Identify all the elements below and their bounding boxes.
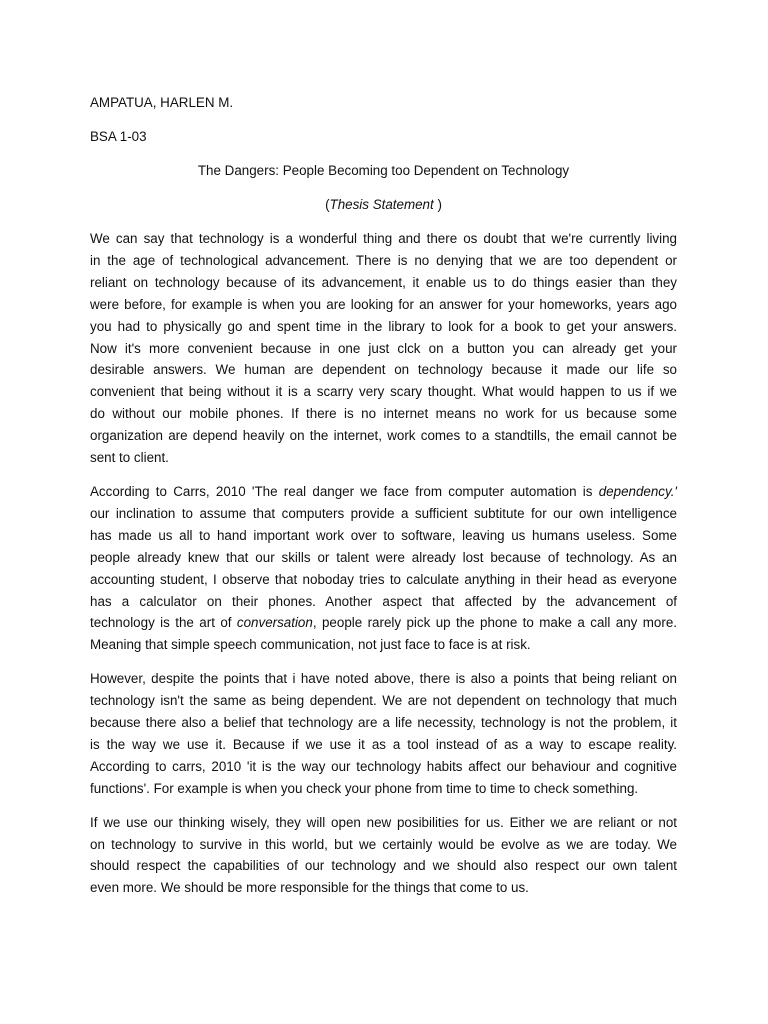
- paragraph-line: Meaning that simple speech communication, not just face to face is at risk.: [90, 637, 531, 653]
- paragraph-line: functions'. For example is when you check your phone from time to time to check something.: [90, 780, 639, 796]
- paragraph-line: [90, 612, 677, 634]
- subtitle-open-paren: (: [325, 197, 330, 212]
- emphasis-conversation: conversation: [236, 615, 313, 631]
- course-section: BSA 1-03: [90, 129, 147, 144]
- paragraph-2: [90, 481, 677, 656]
- paragraph-line: sent to client.: [90, 450, 169, 466]
- paragraph-1: [90, 228, 677, 469]
- paragraph-line: is the way we use it. Because if we use it as a tool instead of as a way to escape reality.: [90, 736, 677, 752]
- paragraph-line: accounting student, I observe that noboday tries to calculate anything in their head as everyone: [90, 571, 677, 587]
- emphasis-dependency: dependency.': [598, 483, 677, 499]
- paragraph-line: desirable answers. We human are dependent on technology because it made our life so: [90, 362, 677, 378]
- paragraph-line: organization are depend heavily on the internet, work comes to a standtills, the email cannot be: [90, 428, 677, 444]
- paragraph-line: has made us all to hand important work over to software, leaving us humans useless. Some: [90, 527, 677, 543]
- paragraph-3: [90, 668, 677, 799]
- paragraph-line: our inclination to assume that computers provide a sufficient subtitute for our own intelligence: [90, 505, 677, 521]
- paragraph-line: reliant on technology because of its advancement, it enable us to do things easier than they: [90, 274, 677, 290]
- paragraph-line: in the age of technological advancement. There is no denying that we are too dependent or: [90, 252, 677, 268]
- paragraph-line: has a calculator on their phones. Another aspect that affected by the advancement of: [90, 593, 677, 609]
- author-name: AMPATUA, HARLEN M.: [90, 95, 234, 110]
- paragraph-line: you had to physically go and spent time in the library to look for a book to get your answers.: [90, 318, 677, 334]
- paragraph-line: We can say that technology is a wonderful thing and there os doubt that we're currently living: [90, 231, 677, 246]
- paragraph-line: even more. We should be more responsible for the things that come to us.: [90, 880, 529, 896]
- paragraph-line: do without our mobile phones. If there is no internet means no work for us because some: [90, 406, 677, 422]
- paragraph-line: convenient that being without it is a scarry very scary thought. What would happen to us if we: [90, 384, 677, 400]
- paragraph-line: people already knew that our skills or talent were already lost because of technology. As an: [90, 549, 677, 565]
- document-body: [90, 92, 677, 911]
- paragraph-line: should respect the capabilities of our technology and we should also respect our own talent: [90, 858, 677, 874]
- subtitle-close-paren: ): [433, 197, 442, 212]
- paragraph-line: [90, 481, 677, 503]
- paragraph-line: because there also a belief that technology are a life necessity, technology is not the problem, it: [90, 715, 677, 731]
- paragraph-line: Now it's more convenient because in one just clck on a button you can already get your: [90, 340, 677, 356]
- line-text: According to Carrs, 2010 'The real danger we face from computer automation is: [90, 483, 599, 499]
- paragraph-4: [90, 812, 677, 900]
- line-text: , people rarely pick up the phone to make a call any more.: [312, 615, 678, 631]
- paragraph-line: technology isn't the same as being dependent. We are not dependent on technology that much: [90, 693, 677, 709]
- paragraph-line: were before, for example is when you are looking for an answer for your homeworks, years ago: [90, 296, 677, 312]
- line-text: technology is the art of: [90, 615, 237, 631]
- subtitle-label: Thesis Statement: [329, 197, 434, 212]
- paragraph-line: If we use our thinking wisely, they will open new posibilities for us. Either we are reliant or not: [90, 814, 677, 830]
- paragraph-line: However, despite the points that i have noted above, there is also a points that being reliant on: [90, 671, 677, 687]
- paragraph-line: on technology to survive in this world, but we certainly would be evolve as we are today. We: [90, 836, 677, 852]
- essay-title: The Dangers: People Becoming too Dependent on Technology: [197, 163, 570, 178]
- paragraph-line: According to carrs, 2010 'it is the way our technology habits affect our behaviour and cognitive: [90, 758, 677, 774]
- essay-subtitle: [90, 194, 677, 216]
